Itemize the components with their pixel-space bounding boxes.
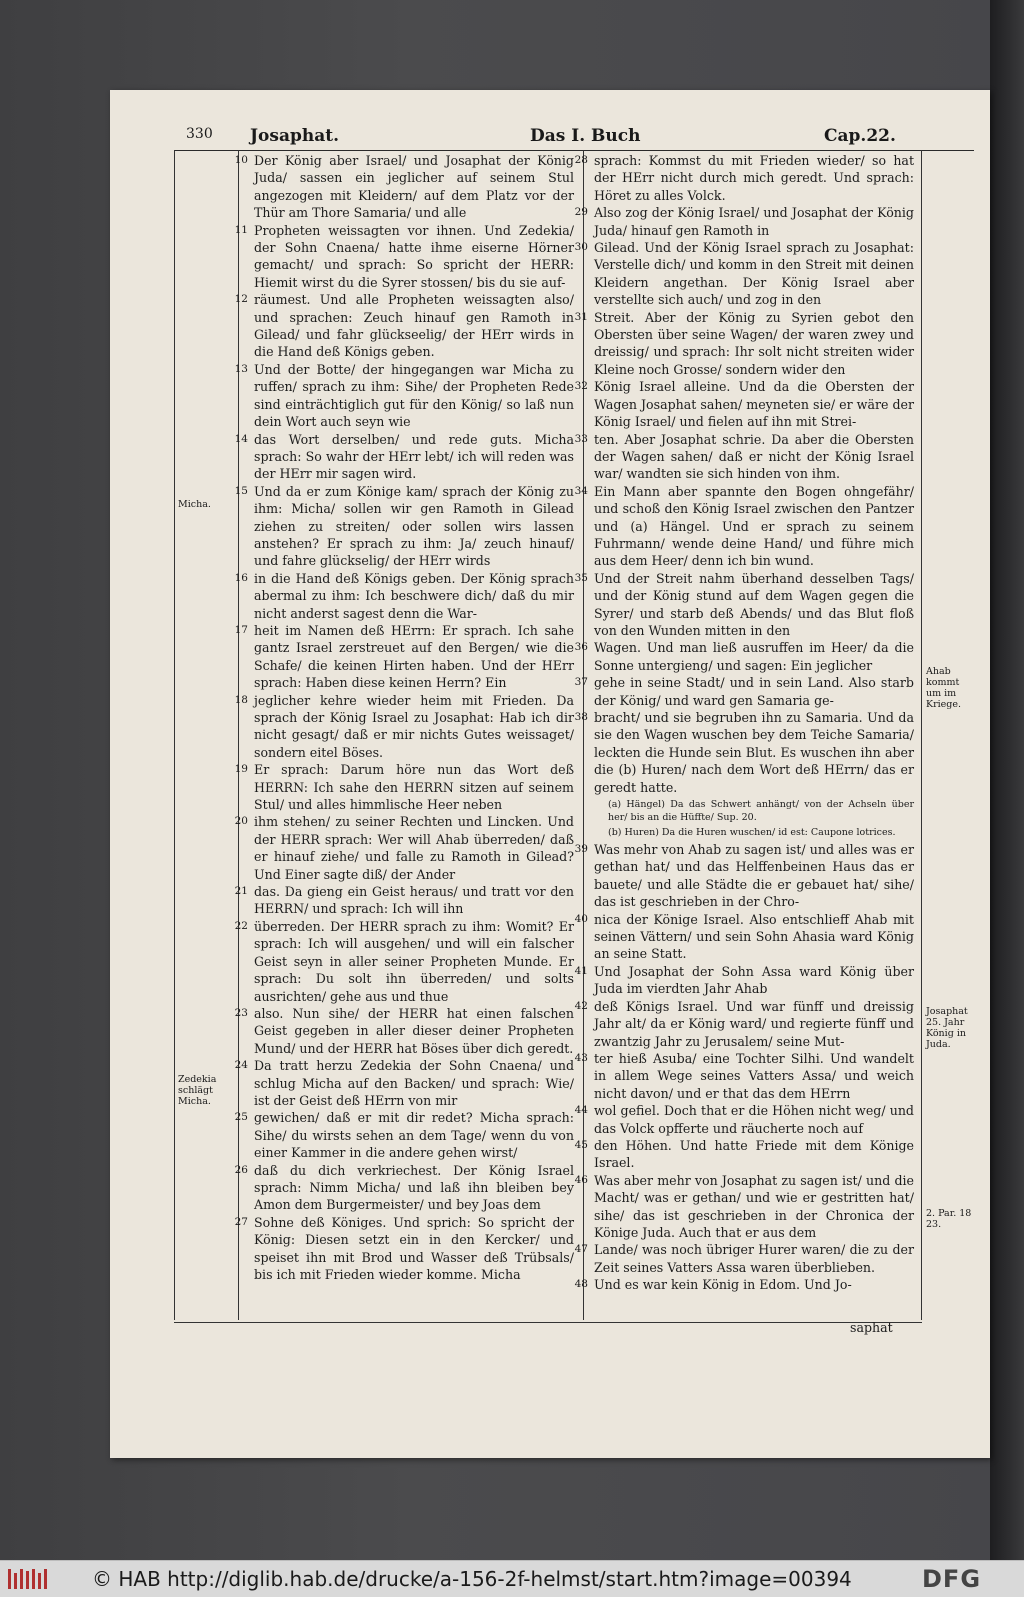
margin-gloss-zedekia: Zedekia schlägt Micha. <box>178 1074 217 1107</box>
verse-text: das Wort derselben/ und rede guts. Micha sprach: So wahr der HErr lebt/ ich will reden was der HErr mir sagen wird. <box>254 431 574 482</box>
footer-bar <box>0 1560 1024 1597</box>
verse-text: jeglicher kehre wieder heim mit Frieden. Da sprach der König Israel zu Josaphat: Hab ich dir nicht gesagt/ daß er mir nichts Gutes weissaget/ sondern eitel Böses. <box>254 692 574 760</box>
verse-text: gehe in seine Stadt/ und in sein Land. Also starb der König/ und ward gen Samaria ge- <box>594 675 914 708</box>
verse-number: 40 <box>574 912 588 925</box>
verse-number: 32 <box>574 380 588 393</box>
verse-number: 48 <box>574 1278 588 1291</box>
verse-number: 28 <box>574 154 588 166</box>
verse-text: ter hieß Asuba/ eine Tochter Silhi. Und wandelt in allem Wege seines Vatters Assa/ und weich nicht davon/ und er that das dem HErrn <box>594 1050 914 1101</box>
verse-number: 12 <box>234 293 248 306</box>
verse-text: ten. Aber Josaphat schrie. Da aber die Obersten der Wagen sahen/ daß er nicht der König Israel war/ wandten sie sich hinden von ihm. <box>594 431 914 482</box>
verse <box>574 1172 914 1242</box>
verse <box>234 483 574 570</box>
book-page <box>110 90 990 1458</box>
verse-text: wol gefiel. Doch that er die Höhen nicht weg/ und das Volck opfferte und räucherte noch auf <box>594 1103 914 1136</box>
hab-logo-icon <box>6 1567 50 1591</box>
verse-number: 44 <box>574 1104 588 1117</box>
verse-number: 14 <box>234 432 248 445</box>
verse-text: gewichen/ daß er mit dir redet? Micha sprach: Sihe/ du wirsts sehen an dem Tage/ wenn du von einer Kammer in die andere gehen wirst/ <box>254 1110 574 1161</box>
verse <box>574 674 914 709</box>
verse-number: 27 <box>234 1215 248 1228</box>
verse-number: 36 <box>574 641 588 654</box>
verse <box>574 1241 914 1276</box>
verse <box>574 152 914 204</box>
verse-number: 15 <box>234 484 248 497</box>
margin-gloss-micha: Micha. <box>178 499 211 510</box>
verse <box>574 639 914 674</box>
verse <box>234 1214 574 1284</box>
margin-gloss-ahab: Ahab kommt um im Kriege. <box>926 666 962 710</box>
verse-text: Wagen. Und man ließ ausruffen im Heer/ da die Sonne untergieng/ und sagen: Ein jeglicher <box>594 640 914 673</box>
verse-number: 37 <box>574 676 588 689</box>
verse-number: 21 <box>234 885 248 898</box>
verse <box>234 692 574 762</box>
text-column-left <box>234 152 574 1283</box>
verse-text: heit im Namen deß HErrn: Er sprach. Ich sahe gantz Israel zerstreuet auf den Bergen/ wie die Schafe/ die keinen Hirten haben. Und der HErr sprach: Haben diese keinen Herrn? Ein <box>254 622 574 691</box>
verse-number: 35 <box>574 571 588 584</box>
verse-text: sprach: Kommst du mit Frieden wieder/ so hat der HErr nicht durch mich geredt. Und sprach: Höret zu alles Volck. <box>594 153 914 203</box>
verse-text: Also zog der König Israel/ und Josaphat der König Juda/ hinauf gen Ramoth in <box>594 205 914 238</box>
verse <box>234 883 574 918</box>
verse-number: 38 <box>574 711 588 723</box>
verse <box>574 239 914 309</box>
verse <box>234 1109 574 1161</box>
verse-text: den Höhen. Und hatte Friede mit dem Könige Israel. <box>594 1137 914 1171</box>
verse <box>234 361 574 431</box>
verse <box>574 378 914 430</box>
verse-text: Und der Botte/ der hingegangen war Micha zu ruffen/ sprach zu ihm: Sihe/ der Propheten Rede sind einträchtiglich gut für den König/ so laß nun dein Wort auch seyn wie <box>254 361 574 430</box>
verse-text: Und da er zum Könige kam/ sprach der König zu ihm: Micha/ sollen wir gen Ramoth in Gilead ziehen zu streiten/ oder sollen wirs lassen anstehen? Er sprach zu ihm: Ja/ zeuch hinauf/ und fahre glückselig/ der HErr wirds <box>254 483 574 569</box>
verse-number: 25 <box>234 1111 248 1124</box>
verse <box>234 761 574 813</box>
verse-number: 29 <box>574 206 588 219</box>
verse <box>234 918 574 1005</box>
verse-text: das. Da gieng ein Geist heraus/ und tratt vor den HERRN/ und sprach: Ich will ihn <box>254 884 574 917</box>
verse-text: daß du dich verkriechest. Der König Israel sprach: Nimm Micha/ und laß ihn bleiben bey Amon dem Burgermeister/ und bey Joas dem <box>254 1162 574 1213</box>
verse-text: deß Königs Israel. Und war fünff und dreissig Jahr alt/ da er König ward/ und regierte fünff und zwantzig Jahr zu Jerusalem/ seine Mut- <box>594 998 914 1049</box>
verse-number: 10 <box>234 154 248 166</box>
verse-number: 18 <box>234 693 248 706</box>
verse-text: Und Josaphat der Sohn Assa ward König über Juda im vierdten Jahr Ahab <box>594 963 914 997</box>
verse-number: 16 <box>234 571 248 584</box>
verse <box>234 152 574 222</box>
verse-number: 41 <box>574 964 588 977</box>
verse <box>574 709 914 796</box>
page-number: 330 <box>186 126 213 142</box>
verse-number: 26 <box>234 1163 248 1176</box>
verse-text: räumest. Und alle Propheten weissagten also/ und sprachen: Zeuch hinauf gen Ramoth in Gilead/ und fahr glückseelig/ der HErr wirds in die Hand deß Königs geben. <box>254 292 574 360</box>
verse <box>574 431 914 483</box>
frame-rule-left <box>174 150 175 1320</box>
verse-text: Ein Mann aber spannte den Bogen ohngefähr/ und schoß den König Israel zwischen den Pantzer und (a) Hängel. Und er sprach zu seinem Fuhrmann/ wende deine Hand/ und führe mich aus dem Heer/ denn ich bin wund. <box>594 483 914 569</box>
verse-text: Was aber mehr von Josaphat zu sagen ist/ und die Macht/ was er gethan/ und wie er gestritten hat/ sihe/ das ist geschrieben in der Chronica der Könige Juda. Auch that er aus dem <box>594 1172 914 1240</box>
frame-rule-right <box>921 150 922 1320</box>
verse-number: 39 <box>574 843 588 856</box>
verse <box>234 813 574 883</box>
footnote <box>608 798 914 824</box>
verse-number: 19 <box>234 763 248 776</box>
verse <box>574 570 914 640</box>
verse <box>574 911 914 963</box>
verse <box>234 1162 574 1214</box>
header-left-title: Josaphat. <box>250 126 340 146</box>
verse <box>574 309 914 379</box>
verse <box>574 1137 914 1172</box>
verse-text: König Israel alleine. Und da die Obersten der Wagen Josaphat sahen/ meyneten sie/ er wäre der König Israel/ und fielen auf ihn mit Strei- <box>594 379 914 430</box>
verse-number: 46 <box>574 1173 588 1186</box>
verse-text: (b) Huren) Da die Huren wuschen/ id est: Caupone lotrices. <box>608 827 896 839</box>
footer-source-link[interactable]: © HAB http://diglib.hab.de/drucke/a-156-2f-helmst/start.htm?image=00394 <box>92 1567 852 1591</box>
verse-text: in die Hand deß Königs geben. Der König sprach abermal zu ihm: Ich beschwere dich/ daß du mir nicht anderst sagest denn die War- <box>254 570 574 621</box>
verse-number: 43 <box>574 1051 588 1064</box>
verse <box>574 1102 914 1137</box>
verse-text: bracht/ und sie begruben ihn zu Samaria. Und da sie den Wagen wuschen bey dem Teiche Samaria/ leckten die Hunde sein Blut. Es wuschen ihn aber die (b) Huren/ nach dem Wort deß HErrn/ das er geredt hatte. <box>594 710 914 795</box>
verse-number: 30 <box>574 241 588 254</box>
verse-number: 24 <box>234 1059 248 1072</box>
header-book-title: Das I. Buch <box>530 126 641 146</box>
verse <box>234 1005 574 1057</box>
margin-gloss-reference: 2. Par. 18 23. <box>926 1208 972 1230</box>
verse <box>234 622 574 692</box>
header-chapter: Cap.22. <box>824 126 896 146</box>
margin-gloss-josaphat: Josaphat 25. Jahr König in Juda. <box>926 1006 968 1050</box>
verse-text: Propheten weissagten vor ihnen. Und Zedekia/ der Sohn Cnaena/ hatte ihme eiserne Hörner gemacht/ und sprach: So spricht der HERR: Hiemit wirst du die Syrer stossen/ bis du sie auf- <box>254 222 574 290</box>
verse <box>574 1050 914 1102</box>
verse-number: 31 <box>574 310 588 323</box>
verse-text: Gilead. Und der König Israel sprach zu Josaphat: Verstelle dich/ und komm in den Streit mit deinen Kleidern angethan. Der König Israel aber verstellte sich auch/ und zog in den <box>594 240 914 308</box>
verse-text: Da tratt herzu Zedekia der Sohn Cnaena/ und schlug Micha auf den Backen/ und sprach: Wie/ ist der Geist deß HErrn von mir <box>254 1058 574 1108</box>
verse-text: Und es war kein König in Edom. Und Jo- <box>594 1277 852 1293</box>
verse-number: 20 <box>234 815 248 828</box>
catchword: saphat <box>850 1320 893 1335</box>
verse-number: 34 <box>574 484 588 497</box>
verse-text: nica der Könige Israel. Also entschlieff Ahab mit seinen Vättern/ und sein Sohn Ahasia ward König an seine Statt. <box>594 911 914 962</box>
verse <box>234 222 574 292</box>
verse <box>574 841 914 911</box>
dfg-logo: DFG <box>922 1565 982 1593</box>
book-spine <box>990 0 1024 1560</box>
verse <box>234 1057 574 1109</box>
verse-text: Und der Streit nahm überhand desselben Tags/ und der König stund auf dem Wagen gegen die Syrer/ und starb deß Abends/ und das Blut floß von den Wunden mitten in den <box>594 570 914 638</box>
verse-number: 11 <box>234 223 248 236</box>
verse-number: 17 <box>234 623 248 636</box>
verse-number: 13 <box>234 362 248 375</box>
verse <box>574 963 914 998</box>
verse-text: also. Nun sihe/ der HERR hat einen falschen Geist gegeben in aller dieser deiner Propheten Mund/ und der HERR hat Böses über dich geredt. <box>254 1005 574 1056</box>
verse-text: Sohne deß Königes. Und sprich: So spricht der König: Diesen setzt ein in den Kercker/ und speiset ihn mit Brod und Wasser deß Trübsals/ bis ich mit Frieden wieder komme. Micha <box>254 1214 574 1282</box>
verse-text: Streit. Aber der König zu Syrien gebot den Obersten über seine Wagen/ der waren zwey und dreissig/ und sprach: Ihr solt nicht streiten wider Kleine noch Grosse/ sondern wider den <box>594 309 914 377</box>
verse-text: Was mehr von Ahab zu sagen ist/ und alles was er gethan hat/ und das Helffenbeinen Haus das er bauete/ und alle Städte die er gebauet hat/ sihe/ das ist geschrieben in der Chro- <box>594 842 914 910</box>
page-body <box>174 126 974 1426</box>
verse-number: 45 <box>574 1138 588 1151</box>
bottom-rule <box>174 1322 922 1323</box>
verse <box>574 998 914 1050</box>
verse-text: Der König aber Israel/ und Josaphat der König Juda/ sassen ein jeglicher auf seinem Stul angezogen mit Kleidern/ auf dem Platz vor der Thür am Thore Samaria/ und alle <box>254 153 574 221</box>
verse-number: 22 <box>234 919 248 932</box>
verse <box>574 483 914 570</box>
verse <box>234 570 574 622</box>
verse <box>234 291 574 361</box>
verse-number: 47 <box>574 1243 588 1256</box>
verse <box>234 431 574 483</box>
verse-text: Lande/ was noch übriger Hurer waren/ die zu der Zeit seines Vatters Assa waren überblieben. <box>594 1242 914 1275</box>
gloss-rule-left <box>238 150 239 1320</box>
verse <box>574 1276 914 1293</box>
footnote <box>608 826 914 839</box>
verse-text: überreden. Der HERR sprach zu ihm: Womit? Er sprach: Ich will ausgehen/ und will ein falscher Geist seyn in aller seiner Propheten Munde. Er sprach: Du solt ihn überreden/ und solts ausrichten/ gehe aus und thue <box>254 918 574 1004</box>
verse-text: (a) Hängel) Da das Schwert anhängt/ von der Achseln über her/ bis an die Hüffte/ Sup. 20. <box>608 799 914 824</box>
verse-number: 42 <box>574 999 588 1012</box>
verse-text: Er sprach: Darum höre nun das Wort deß HERRN: Ich sahe den HERRN sitzen auf seinem Stul/ und alles himmlische Heer neben <box>254 762 574 813</box>
verse-text: ihm stehen/ zu seiner Rechten und Lincken. Und der HERR sprach: Wer will Ahab überreden/ daß er hinauf ziehe/ und falle zu Ramoth in Gilead? Und Einer sagte diß/ der Ander <box>254 814 574 882</box>
verse-number: 23 <box>234 1006 248 1019</box>
text-column-right <box>574 152 914 1294</box>
running-header <box>174 126 974 151</box>
verse-number: 33 <box>574 432 588 445</box>
verse <box>574 204 914 239</box>
